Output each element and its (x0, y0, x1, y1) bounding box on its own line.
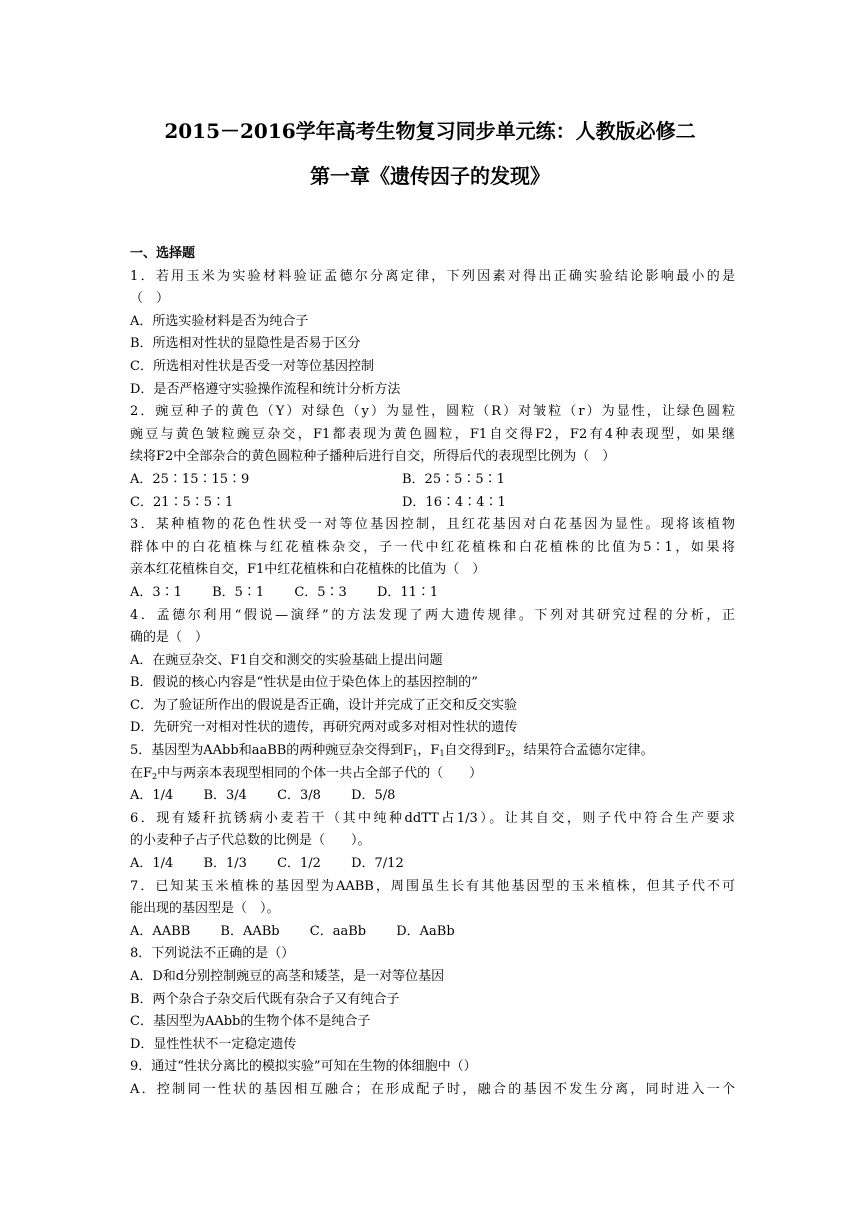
question-5-stem-part-4: ，结果符合孟德尔定律。 (510, 743, 654, 759)
question-2-stem-end: 续将F2中全部杂合的黄色圆粒种子播种后进行自交，所得后代的表现型比例为（ ） (130, 449, 616, 465)
question-8-option-c: C．基因型为AAbb的生物个体不是纯合子 (130, 1014, 371, 1030)
question-1-stem: 1．若用玉米为实验材料验证孟德尔分离定律，下列因素对得出正确实验结论影响最小的是 (130, 268, 735, 284)
question-2-option-d: D．16∶4∶4∶1 (402, 494, 506, 510)
question-4-option-a: A．在豌豆杂交、F1自交和测交的实验基础上提出问题 (130, 652, 443, 668)
question-6-option-d: D．7/12 (351, 856, 404, 872)
question-8-stem: 8．下列说法不正确的是（） (130, 946, 295, 962)
question-2-option-b: B．25∶5∶5∶1 (402, 471, 505, 487)
question-1-option-d: D．是否严格遵守实验操作流程和统计分析方法 (130, 381, 401, 397)
question-5-option-a: A．1/4 (130, 788, 174, 804)
question-3-stem-cont: 群体中的白花植株与红花植株杂交，子一代中红花植株和白花植株的比值为5∶1，如果将 (130, 539, 735, 555)
question-7-option-d: D．AaBb (396, 923, 455, 939)
question-7-option-a: A．AABB (130, 923, 191, 939)
subscript: 2 (505, 749, 511, 759)
question-6-option-a: A．1/4 (130, 856, 174, 872)
question-5-stem-part-5: 在F (130, 765, 153, 781)
question-4-option-c: C．为了验证所作出的假说是否正确，设计并完成了正交和反交实验 (130, 697, 517, 713)
question-7-option-c: C．aaBb (309, 923, 367, 939)
question-3-stem-end: 亲本红花植株自交，F1中红花植株和白花植株的比值为（ ） (130, 562, 486, 578)
question-1-stem-cont: （ ） (130, 291, 170, 307)
subscript: 1 (412, 749, 418, 759)
section-heading: 一、选择题 (130, 246, 196, 261)
question-1-option-c: C．所选相对性状是否受一对等位基因控制 (130, 358, 374, 374)
question-6-stem-cont: 的小麦种子占子代总数的比例是（ ）。 (130, 833, 371, 849)
question-4-stem: 4．孟德尔利用“假说—演绎”的方法发现了两大遗传规律。下列对其研究过程的分析，正 (130, 607, 735, 623)
question-list (130, 243, 735, 1102)
question-5-stem-part-3: 自交得到F (444, 743, 506, 759)
question-6-stem: 6．现有矮秆抗锈病小麦若干（其中纯种ddTT占1/3）。让其自交，则子代中符合生产要求 (130, 810, 735, 826)
question-1-option-b: B．所选相对性状的显隐性是否易于区分 (130, 336, 361, 352)
question-3-stem: 3．某种植物的花色性状受一对等位基因控制，且红花基因对白花基因为显性。现将该植物 (130, 517, 735, 533)
question-3-option-c: C．5∶3 (294, 584, 347, 600)
question-2-stem: 2．豌豆种子的黄色（Y）对绿色（y）为显性，圆粒（R）对皱粒（r）为显性，让绿色圆粒 (130, 404, 735, 420)
question-8-option-a: A．D和d分别控制豌豆的高茎和矮茎，是一对等位基因 (130, 969, 445, 984)
question-2-option-c: C．21∶5∶5∶1 (130, 494, 234, 510)
question-2-option-a: A．25∶15∶15∶9 (130, 471, 250, 487)
question-2-options-ab (130, 469, 735, 492)
question-6-option-c: C．1/2 (277, 856, 321, 872)
question-7-options (130, 921, 735, 944)
question-3-option-a: A．3∶1 (130, 584, 182, 600)
question-7-stem: 7．已知某玉米植株的基因型为AABB，周围虽生长有其他基因型的玉米植株，但其子代不可 (130, 878, 735, 894)
question-3-option-d: D．11∶1 (376, 584, 439, 600)
question-6-option-b: B．1/3 (203, 856, 247, 872)
question-4-stem-cont: 确的是（ ） (130, 630, 209, 646)
subscript: 2 (152, 771, 158, 781)
question-5-options (130, 785, 735, 808)
question-4-option-b: B．假说的核心内容是“性状是由位于染色体上的基因控制的” (130, 675, 478, 691)
question-2-stem-cont: 豌豆与黄色皱粒豌豆杂交，F1都表现为黄色圆粒，F1自交得F2，F2有4种表现型，如果继 (130, 426, 735, 442)
subscript: 1 (439, 749, 445, 759)
question-3-option-b: B．5∶1 (212, 584, 265, 600)
question-5-option-c: C．3/8 (277, 788, 321, 804)
question-8-option-d: D．显性性状不一定稳定遗传 (130, 1036, 297, 1052)
document-title: 2015－2016学年高考生物复习同步单元练：人教版必修二 (164, 119, 696, 143)
question-5-option-b: B．3/4 (203, 788, 247, 804)
question-2-options-cd (130, 492, 735, 515)
question-6-options (130, 853, 735, 876)
question-5-stem-part-6: 中与两亲本表现型相同的个体一共占全部子代的（ ） (157, 765, 483, 781)
question-7-option-b: B．AABb (220, 923, 280, 939)
question-5-stem-cont (130, 763, 735, 786)
question-5-stem-part-2: ，F (417, 743, 440, 759)
question-5-option-d: D．5/8 (351, 788, 396, 804)
question-7-stem-cont: 能出现的基因型是（ ）。 (130, 901, 280, 917)
question-9-option-a: A．控制同一性状的基因相互融合；在形成配子时，融合的基因不发生分离，同时进入一个 (130, 1081, 735, 1097)
question-5-stem (130, 740, 735, 763)
question-5-stem-part-1: 5．基因型为AAbb和aaBB的两种豌豆杂交得到F (130, 743, 413, 759)
question-9-stem: 9．通过“性状分离比的模拟实验”可知在生物的体细胞中（） (130, 1059, 477, 1075)
question-3-options (130, 582, 735, 605)
question-4-option-d: D．先研究一对相对性状的遗传，再研究两对或多对相对性状的遗传 (130, 720, 518, 736)
question-1-option-a: A．所选实验材料是否为纯合子 (130, 313, 309, 329)
document-subtitle: 第一章《遗传因子的发现》 (310, 164, 550, 188)
question-8-option-b: B．两个杂合子杂交后代既有杂合子又有纯合子 (130, 991, 400, 1007)
